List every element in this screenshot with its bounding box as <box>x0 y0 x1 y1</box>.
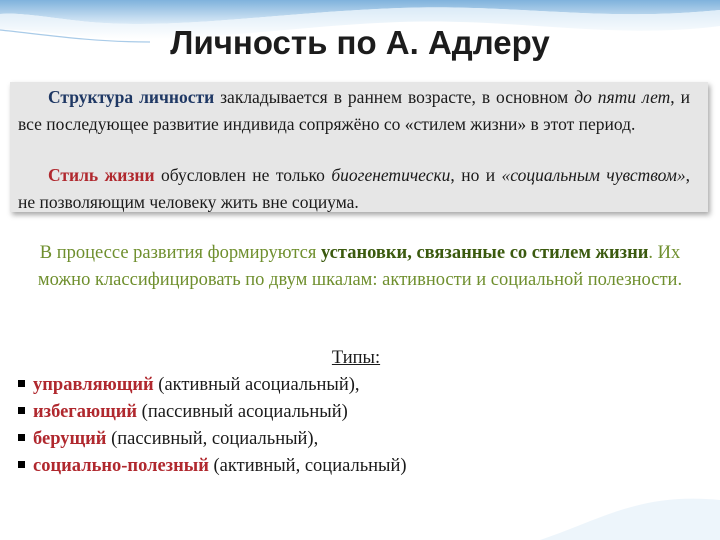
types-list <box>18 372 698 480</box>
structure-italic: до пяти лет <box>574 87 671 107</box>
type-name: избегающий <box>33 402 138 422</box>
lifestyle-italic-1: биогенетически <box>331 165 451 185</box>
development-paragraph <box>24 240 696 294</box>
types-heading: Типы: <box>331 348 381 368</box>
list-item <box>18 399 698 426</box>
list-item <box>18 372 698 399</box>
lifestyle-paragraph <box>18 162 690 216</box>
type-name: социально-полезный <box>33 456 209 476</box>
type-name: берущий <box>33 429 107 449</box>
square-bullet-icon <box>18 434 25 441</box>
structure-paragraph <box>18 84 690 138</box>
lifestyle-text-3: , не позволяющим человеку жить вне социума. <box>18 165 690 212</box>
list-item <box>18 426 698 453</box>
development-text-2: . Их можно классифицировать по двум шкалам: активности и социальной полезности. <box>37 243 683 290</box>
lifestyle-text-2: , но и <box>450 165 502 185</box>
slide-title: Личность по А. Адлеру <box>170 24 550 61</box>
type-desc: (активный, социальный) <box>208 456 407 476</box>
list-item <box>18 453 698 480</box>
square-bullet-icon <box>18 461 25 468</box>
square-bullet-icon <box>18 380 25 387</box>
lifestyle-term: Стиль жизни <box>48 165 155 185</box>
development-term: установки, связанные со стилем жизни <box>320 243 649 263</box>
type-desc: (пассивный, социальный), <box>106 429 319 449</box>
structure-text-2: , и все последующее развитие индивида сопряжёно со «стилем жизни» в этот период. <box>18 87 690 134</box>
structure-text-1: закладывается в раннем возрасте, в основном <box>214 87 575 107</box>
type-name: управляющий <box>33 375 154 395</box>
type-desc: (активный асоциальный), <box>153 375 360 395</box>
type-desc: (пассивный асоциальный) <box>137 402 348 422</box>
structure-term: Структура личности <box>48 87 215 107</box>
square-bullet-icon <box>18 407 25 414</box>
lifestyle-text-1: обусловлен не только <box>154 165 332 185</box>
lifestyle-italic-2: «социальным чувством» <box>501 165 686 185</box>
development-text-1: В процессе развития формируются <box>39 243 321 263</box>
